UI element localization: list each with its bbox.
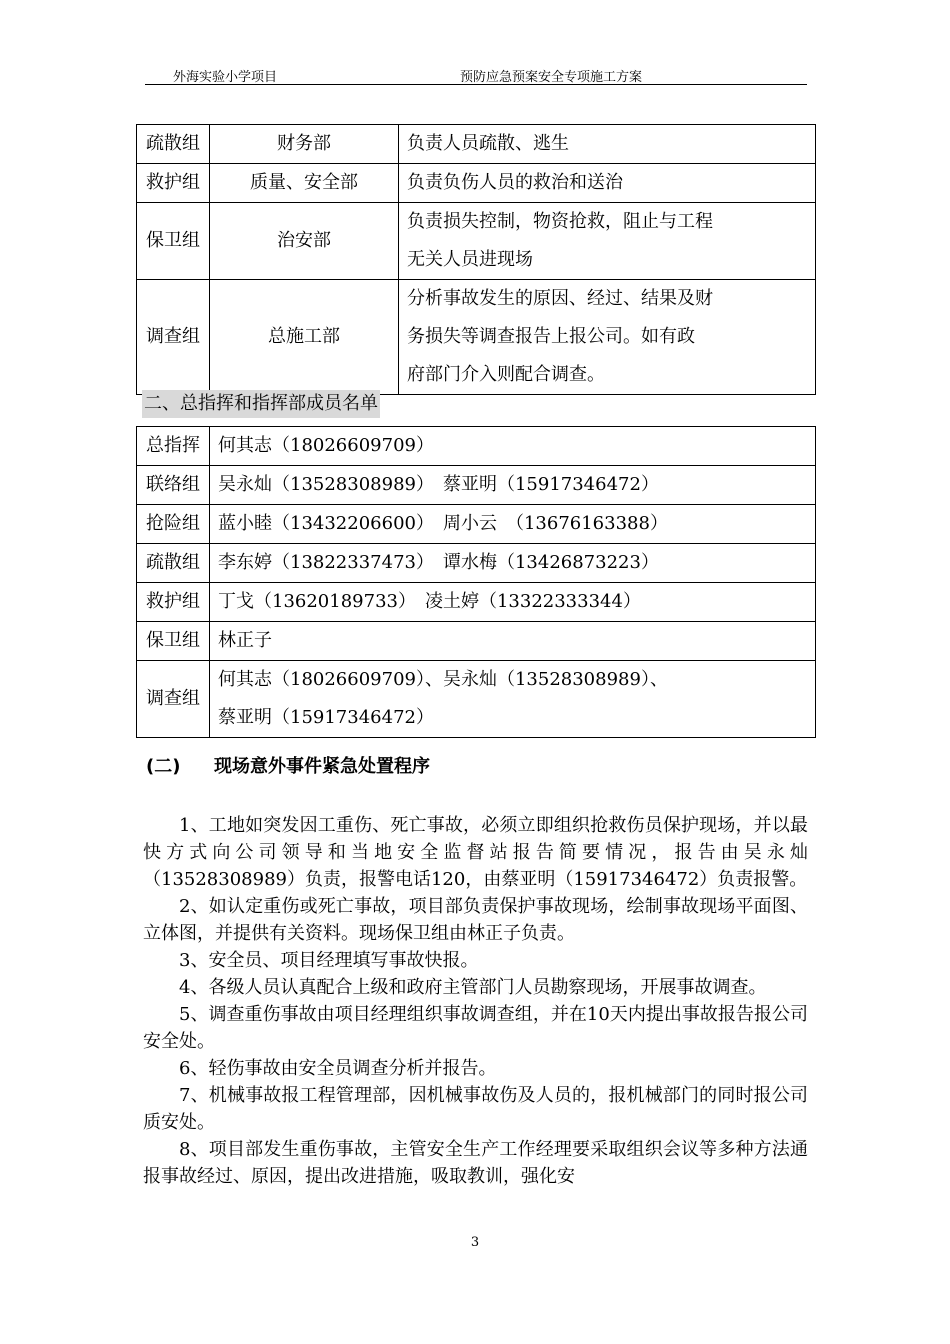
members-cell: 吴永灿（13528308989） 蔡亚明（15917346472） (210, 466, 816, 505)
section-heading (146, 752, 430, 778)
paragraph: 6、轻伤事故由安全员调查分析并报告。 (179, 1058, 497, 1079)
members-line: 蔡亚明（15917346472） (218, 707, 434, 728)
table-row (137, 505, 816, 544)
members-cell: 林正子 (210, 622, 816, 661)
group-cell: 疏散组 (137, 125, 210, 164)
group-duty-table (136, 124, 816, 395)
heading-title: 现场意外事件紧急处置程序 (214, 756, 430, 777)
group-cell: 联络组 (137, 466, 210, 505)
duty-line: 府部门介入则配合调查。 (407, 364, 605, 385)
table-row (137, 466, 816, 505)
procedure-body (143, 812, 808, 1190)
table-row (137, 661, 816, 738)
table-row (137, 622, 816, 661)
dept-cell: 总施工部 (210, 280, 399, 395)
members-line: 何其志（18026609709）、吴永灿（13528308989）、 (218, 669, 668, 690)
members-cell: 李东婷（13822337473） 谭水梅（13426873223） (210, 544, 816, 583)
table-row (137, 427, 816, 466)
table-row (137, 544, 816, 583)
heading-number: (二) (146, 756, 181, 777)
members-cell: 蓝小睦（13432206600） 周小云 （13676163388） (210, 505, 816, 544)
duty-line: 分析事故发生的原因、经过、结果及财 (407, 288, 713, 309)
dept-cell: 治安部 (210, 203, 399, 280)
members-cell: 丁戈（13620189733） 凌土婷（13322333344） (210, 583, 816, 622)
section-title: 二、总指挥和指挥部成员名单 (142, 390, 380, 418)
table-row (137, 280, 816, 395)
table-row (137, 164, 816, 203)
paragraph: 5、调查重伤事故由项目经理组织事故调查组，并在10天内提出事故报告报公司安全处。 (143, 1004, 808, 1052)
duty-cell (399, 203, 816, 280)
duty-cell (399, 280, 816, 395)
group-cell: 保卫组 (137, 203, 210, 280)
members-cell: 何其志（18026609709） (210, 427, 816, 466)
table-row (137, 203, 816, 280)
group-cell: 救护组 (137, 583, 210, 622)
page-header (145, 64, 807, 85)
duty-cell: 负责人员疏散、逃生 (399, 125, 816, 164)
group-cell: 总指挥 (137, 427, 210, 466)
duty-line: 无关人员进现场 (407, 249, 533, 270)
group-cell: 保卫组 (137, 622, 210, 661)
header-project-name: 外海实验小学项目 (173, 70, 278, 85)
page-number: 3 (470, 1235, 480, 1250)
members-cell (210, 661, 816, 738)
group-cell: 调查组 (137, 280, 210, 395)
group-cell: 疏散组 (137, 544, 210, 583)
dept-cell: 质量、安全部 (210, 164, 399, 203)
duty-line: 负责损失控制，物资抢救，阻止与工程 (407, 211, 713, 232)
group-cell: 救护组 (137, 164, 210, 203)
table-row (137, 583, 816, 622)
group-cell: 抢险组 (137, 505, 210, 544)
duty-cell: 负责负伤人员的救治和送治 (399, 164, 816, 203)
table-row (137, 125, 816, 164)
paragraph: 8、项目部发生重伤事故，主管安全生产工作经理要采取组织会议等多种方法通报事故经过、原因，提出改进措施，吸取教训，强化安 (143, 1139, 808, 1187)
group-cell: 调查组 (137, 661, 210, 738)
paragraph: 3、安全员、项目经理填写事故快报。 (179, 950, 479, 971)
paragraph: 4、各级人员认真配合上级和政府主管部门人员勘察现场，开展事故调查。 (179, 977, 767, 998)
duty-line: 务损失等调查报告上报公司。如有政 (407, 326, 695, 347)
paragraph: 1、工地如突发因工重伤、死亡事故，必须立即组织抢救伤员保护现场，并以最快方式向公司领导和当地安全监督站报告简要情况，报告由吴永灿（13528308989）负责，报警电话120，由蔡亚明（15917346472）负责报警。 (143, 815, 808, 890)
header-document-title: 预防应急预案安全专项施工方案 (460, 70, 643, 85)
paragraph: 7、机械事故报工程管理部，因机械事故伤及人员的，报机械部门的同时报公司质安处。 (143, 1085, 808, 1133)
command-member-table (136, 426, 816, 738)
paragraph: 2、如认定重伤或死亡事故，项目部负责保护事故现场，绘制事故现场平面图、立体图，并提供有关资料。现场保卫组由林正子负责。 (143, 896, 808, 944)
dept-cell: 财务部 (210, 125, 399, 164)
